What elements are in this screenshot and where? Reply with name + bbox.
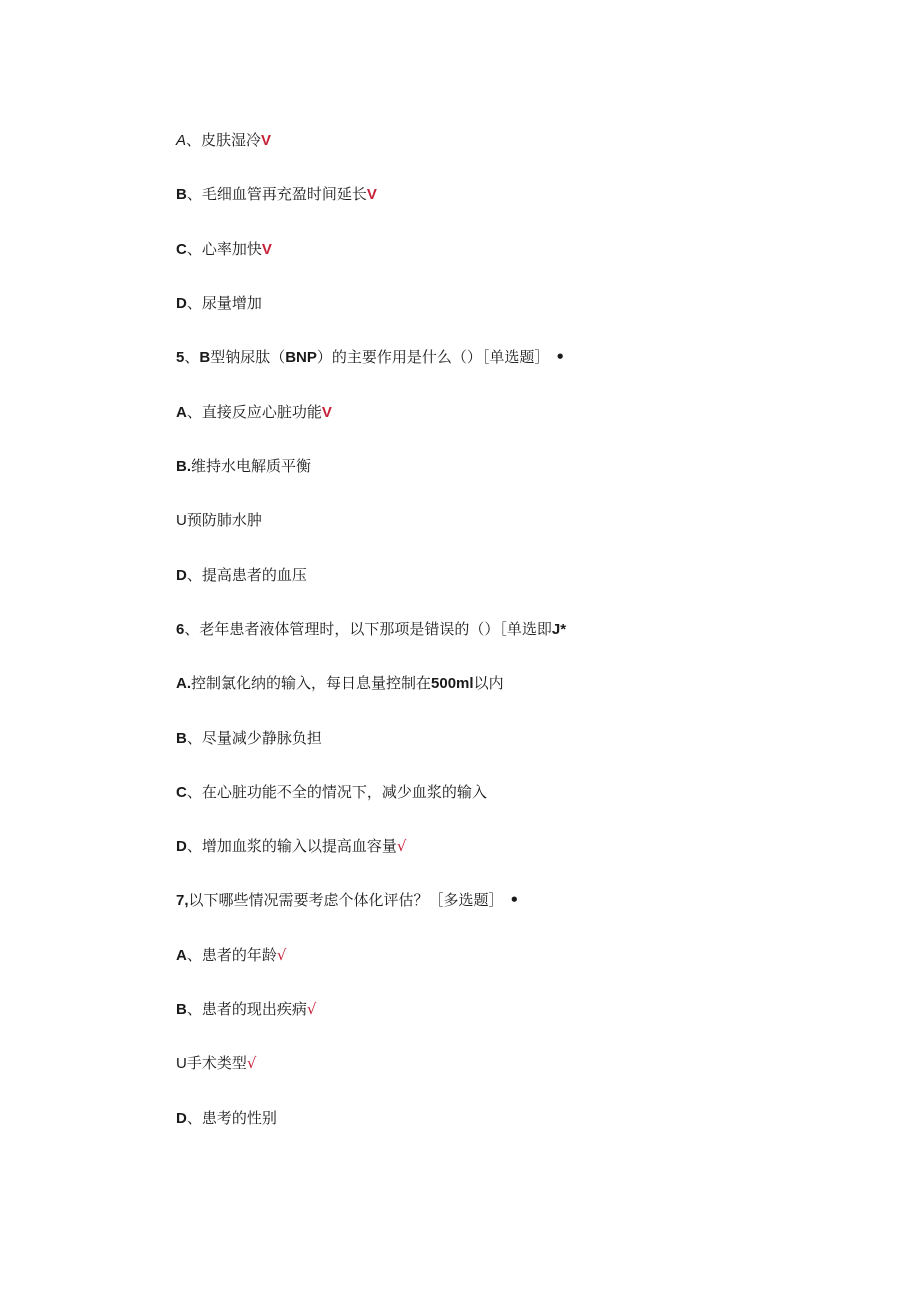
question-text: 老年患者液体管理时，以下那项是错误的（）［单选即: [199, 620, 552, 638]
option-text: 心率加快: [201, 240, 262, 258]
option-d-q6: [176, 834, 406, 858]
option-text: 手术类型: [186, 1054, 247, 1072]
option-separator: 、: [186, 1000, 202, 1018]
option-letter: U: [176, 512, 187, 529]
option-letter: D: [176, 295, 187, 312]
option-a-q7: [176, 943, 286, 967]
option-letter: C: [176, 241, 187, 258]
option-letter: D: [176, 1110, 187, 1127]
option-text: 尽量减少静脉负担: [201, 729, 322, 747]
option-c-q5: [176, 508, 262, 532]
option-separator: 、: [186, 131, 202, 149]
option-c-q7: [176, 1051, 256, 1075]
question-number: 6: [176, 621, 185, 638]
question-5: [176, 345, 565, 369]
option-text: 预防肺水肿: [186, 511, 262, 529]
option-letter: D: [176, 838, 187, 855]
question-text-part: ）的主要作用是什么（）［单选题］: [316, 348, 550, 366]
option-separator: 、: [186, 403, 202, 421]
option-text-part: 控制氯化纳的输入，每日息量控制在: [191, 674, 432, 692]
option-letter: D: [176, 567, 187, 584]
option-text: 提高患者的血压: [201, 566, 307, 584]
question-7: [176, 888, 519, 912]
option-a-q6: [176, 671, 504, 695]
answer-mark: √: [276, 946, 287, 964]
question-6: [176, 617, 566, 641]
option-letter: B: [176, 1001, 187, 1018]
question-tail: J*: [551, 621, 567, 638]
option-a-q5: [176, 400, 332, 424]
answer-mark: V: [366, 186, 377, 203]
option-letter: A.: [176, 675, 191, 692]
bullet-mark: •: [509, 891, 520, 909]
option-text: 尿量增加: [201, 294, 262, 312]
option-separator: 、: [186, 729, 202, 747]
option-text: 患者的年龄: [201, 946, 277, 964]
option-separator: 、: [186, 1109, 202, 1127]
option-b-q4: [176, 182, 377, 206]
option-letter: A: [176, 132, 187, 149]
question-text-part: B: [199, 349, 211, 366]
option-text: 患考的性别: [201, 1109, 277, 1127]
option-c-q4: [176, 237, 272, 261]
option-d-q5: [176, 563, 307, 587]
option-text: 毛细血管再充盈时间延长: [201, 185, 367, 203]
option-letter: B: [176, 730, 187, 747]
question-separator: 、: [184, 620, 200, 638]
option-letter: A: [176, 404, 187, 421]
option-b-q7: [176, 997, 316, 1021]
option-d-q7: [176, 1106, 277, 1130]
option-text: 患者的现出疾病: [201, 1000, 307, 1018]
option-letter: U: [176, 1055, 187, 1072]
option-letter: A: [176, 947, 187, 964]
question-text: 以下哪些情况需要考虑个体化评估？［多选题］: [188, 891, 504, 909]
option-letter: B.: [176, 458, 191, 475]
question-number: 7,: [176, 892, 189, 909]
option-letter: C: [176, 784, 187, 801]
option-separator: 、: [186, 566, 202, 584]
answer-mark: V: [261, 132, 272, 149]
option-a-q4: [176, 128, 271, 152]
option-separator: 、: [186, 240, 202, 258]
answer-mark: √: [246, 1054, 257, 1072]
answer-mark: V: [321, 404, 332, 421]
question-number: 5: [176, 349, 185, 366]
option-text-part: 以内: [473, 674, 504, 692]
option-text: 维持水电解质平衡: [191, 457, 312, 475]
answer-mark: √: [396, 837, 407, 855]
option-c-q6: [176, 780, 487, 804]
answer-mark: V: [261, 241, 272, 258]
option-separator: 、: [186, 946, 202, 964]
question-text-part: 型钠尿肽（: [210, 348, 286, 366]
option-d-q4: [176, 291, 262, 315]
option-b-q6: [176, 726, 322, 750]
option-letter: B: [176, 186, 187, 203]
option-separator: 、: [186, 185, 202, 203]
option-separator: 、: [186, 783, 202, 801]
option-text-part: 500ml: [431, 675, 474, 692]
option-separator: 、: [186, 837, 202, 855]
option-text: 在心脏功能不全的情况下，减少血浆的输入: [201, 783, 487, 801]
option-separator: 、: [186, 294, 202, 312]
answer-mark: √: [306, 1000, 317, 1018]
question-separator: 、: [184, 348, 200, 366]
option-b-q5: [176, 454, 311, 478]
option-text: 皮肤湿冷: [201, 131, 262, 149]
question-text-part: BNP: [285, 349, 317, 366]
bullet-mark: •: [555, 348, 565, 366]
option-text: 增加血浆的输入以提高血容量: [201, 837, 397, 855]
option-text: 直接反应心脏功能: [201, 403, 322, 421]
